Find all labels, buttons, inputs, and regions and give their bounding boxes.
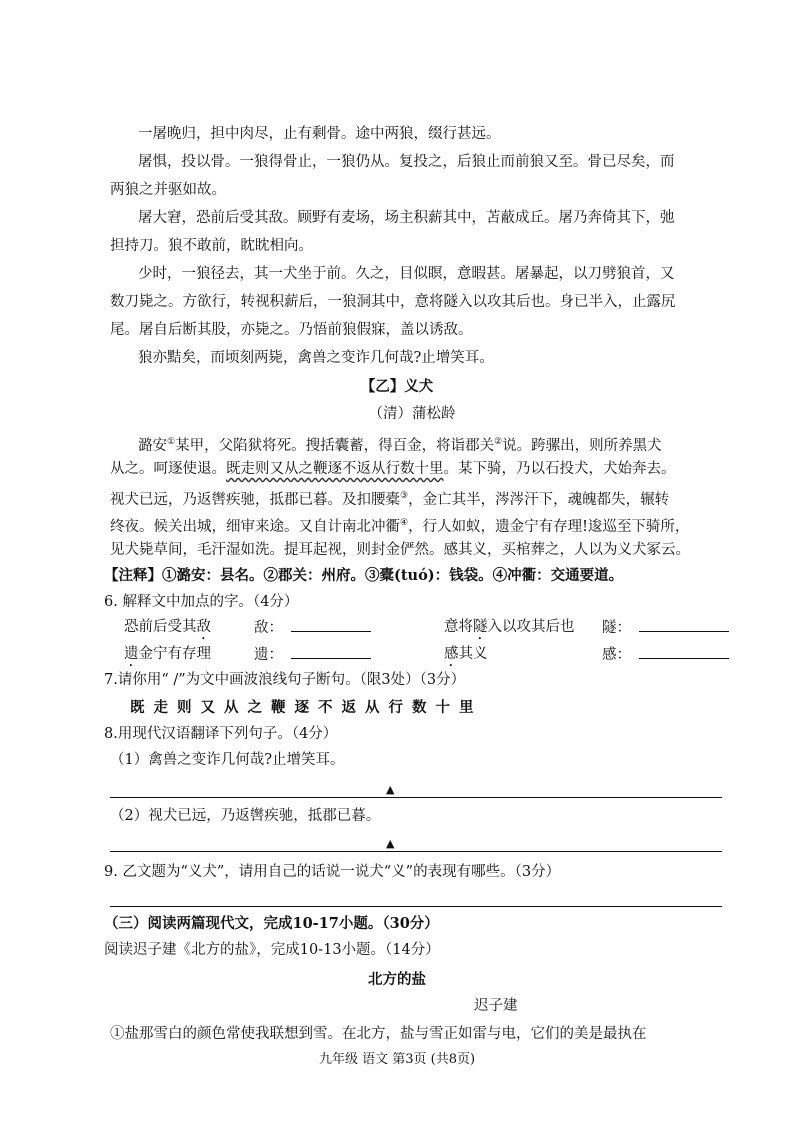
q6-answer-1: 敌： <box>254 617 371 638</box>
section3-intro: 阅读迟子建《北方的盐》，完成10-13小题。（14分） <box>104 942 440 958</box>
jia-line-9: 狼亦黠矣，而顷刻两毙，禽兽之变诈几何哉?止增笑耳。 <box>138 350 494 366</box>
q6-blank-1[interactable] <box>291 617 371 632</box>
yi-author: （清）蒲松龄 <box>368 406 456 422</box>
section3-heading: （三）阅读两篇现代文，完成10-17小题。（30分） <box>104 915 439 932</box>
q8-answer-line-1[interactable] <box>110 797 722 798</box>
jia-line-5: 担持刀。狼不敢前，眈眈相向。 <box>110 238 313 254</box>
essay-title: 北方的盐 <box>368 971 426 988</box>
q6-dotted-char-2: 隧 <box>473 619 488 635</box>
yi-line-1 <box>138 432 662 456</box>
yi-line-2 <box>110 459 676 479</box>
yi-line-4-b: ，行人如蚁，遗金宁有存理!逡巡至下骑所， <box>408 518 690 535</box>
yi-line-1-a: 潞安 <box>138 437 167 454</box>
q7-sentence[interactable]: 既走则又从之鞭逐不返从行数十里 <box>130 699 483 716</box>
answer-marker-2: ▲ <box>386 837 395 850</box>
q6-blank-3[interactable] <box>291 644 371 659</box>
wavy-underlined-sentence: 既走则又从之鞭逐不返从行数十里 <box>226 461 444 477</box>
q6-dotted-char-4: 感 <box>444 646 459 662</box>
q6-item-3: 遗金宁有存理 <box>124 646 211 662</box>
yi-line-4 <box>110 513 689 537</box>
yi-line-1-b: 某甲，父陷狱将死。搜括囊蓄，得百金，将诣郡关 <box>175 437 495 454</box>
q6-stem: 6. 解释文中加点的字。（4分） <box>104 594 299 610</box>
q6-answer-3: 遗： <box>254 644 371 665</box>
yi-line-3 <box>110 486 669 510</box>
note-1-marker: ① <box>167 437 176 447</box>
q7-stem: 7.请你用“ /”为文中画波浪线句子断句。（限3处）（3分） <box>104 672 466 688</box>
yi-line-2-text: 从之。呵逐使退。既走则又从之鞭逐不返从行数十里。某下骑，乃以石投犬，犬始奔去。 <box>110 461 676 477</box>
jia-line-2: 屠惧，投以骨。一狼得骨止，一狼仍从。复投之，后狼止而前狼又至。骨已尽矣，而 <box>138 154 675 170</box>
jia-line-4: 屠大窘，恐前后受其敌。顾野有麦场，场主积薪其中，苫蔽成丘。屠乃奔倚其下，弛 <box>138 210 675 226</box>
q6-blank-4[interactable] <box>639 644 729 659</box>
jia-line-1: 一屠晚归，担中肉尽，止有剩骨。途中两狼，缀行甚远。 <box>138 126 501 142</box>
q6-blank-2[interactable] <box>639 617 729 632</box>
note-2-marker: ② <box>494 437 503 447</box>
q6-answer-4: 感： <box>602 644 729 665</box>
q8-answer-line-2[interactable] <box>110 851 722 852</box>
essay-first-line: ①盐那雪白的颜色常使我联想到雪。在北方，盐与雪正如雷与电，它们的美是最执在 <box>110 1026 647 1042</box>
yi-line-4-a: 终夜。候关出城，细审来途。又自计南北冲衢 <box>110 518 400 535</box>
q6-dotted-char-3: 遗 <box>124 646 139 662</box>
jia-line-6: 少时，一狼径去，其一犬坐于前。久之，目似瞑，意暇甚。屠暴起，以刀劈狼首，又 <box>138 266 675 282</box>
q8-stem: 8.用现代汉语翻译下列句子。（4分） <box>104 726 338 742</box>
yi-title: 【乙】义犬 <box>360 378 434 395</box>
jia-line-8: 尾。屠自后断其股，亦毙之。乃悟前狼假寐，盖以诱敌。 <box>110 322 473 338</box>
q9-answer-line[interactable] <box>110 906 722 907</box>
jia-line-3: 两狼之并驱如故。 <box>110 182 226 198</box>
yi-notes: 【注释】①潞安：县名。②郡关：州府。③橐(tuó)：钱袋。④冲衢：交通要道。 <box>104 567 624 584</box>
q6-item-4: 感其义 <box>444 646 488 662</box>
note-4-marker: ④ <box>400 518 409 528</box>
q6-answer-2: 隧： <box>602 617 729 638</box>
page-footer: 九年级 语文 第3页 (共8页) <box>318 1052 476 1067</box>
q8-sentence-1: （1）禽兽之变诈几何哉?止增笑耳。 <box>110 752 345 768</box>
q6-item-2: 意将隧入以攻其后也 <box>444 619 575 635</box>
jia-line-7: 数刀毙之。方欲行，转视积薪后，一狼洞其中，意将隧入以攻其后也。身已半入，止露尻 <box>110 294 676 310</box>
q6-dotted-char-1: 敌 <box>196 619 211 635</box>
yi-line-3-a: 视犬已远，乃返辔疾驰，抵郡已暮。及扣腰橐 <box>110 491 400 508</box>
yi-line-5: 见犬毙草间，毛汗湿如洗。提耳起视，则封金俨然。感其义，买棺葬之，人以为义犬冢云。 <box>110 542 690 558</box>
yi-line-1-c: 说。跨骡出，则所养黑犬 <box>502 437 662 454</box>
essay-author: 迟子建 <box>474 998 518 1014</box>
q8-sentence-2: （2）视犬已远，乃返辔疾驰，抵郡已暮。 <box>110 808 381 824</box>
note-3-marker: ③ <box>400 491 409 501</box>
yi-line-3-b: ，金亡其半，涔涔汗下，魂魄都失，辗转 <box>408 491 670 508</box>
q6-item-1: 恐前后受其敌 <box>124 619 211 635</box>
q9-stem: 9. 乙文题为“义犬”，请用自己的话说一说犬“义”的表现有哪些。（3分） <box>104 864 561 880</box>
answer-marker-1: ▲ <box>386 783 395 796</box>
